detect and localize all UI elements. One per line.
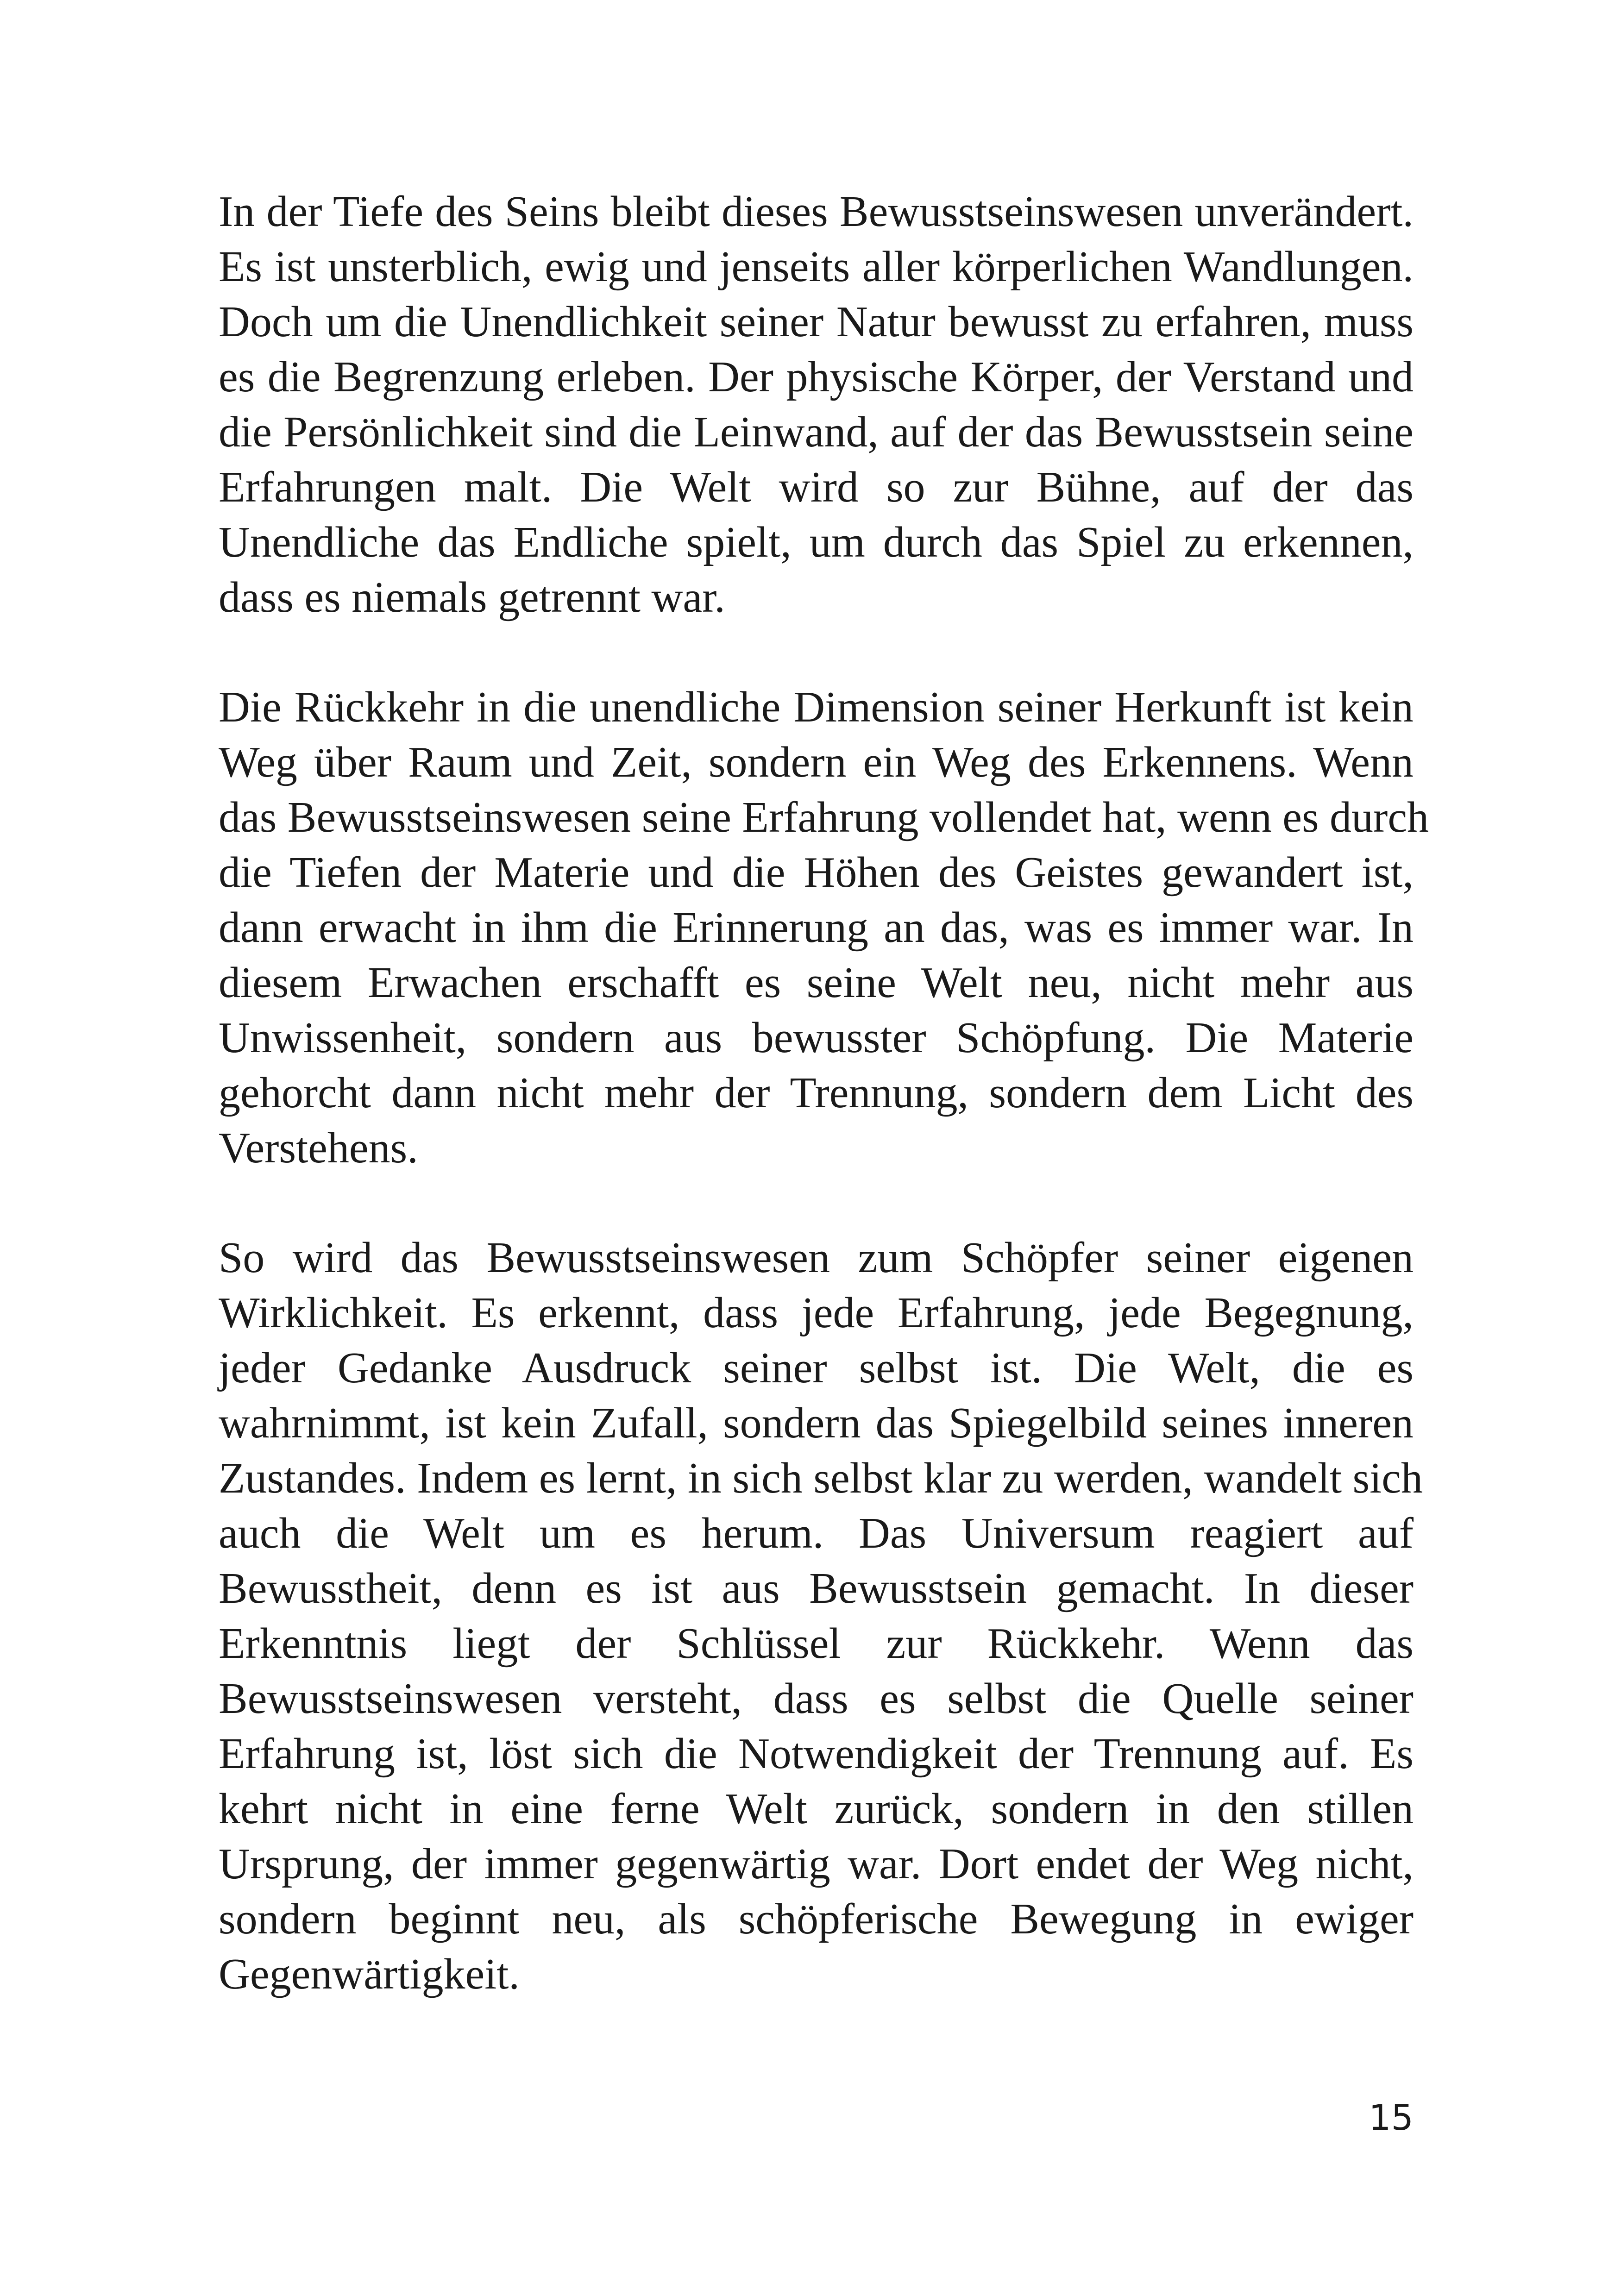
text-line: Doch um die Unendlichkeit seiner Natur bewusst zu erfahren, muss — [219, 298, 1414, 346]
text-line: die Tiefen der Materie und die Höhen des Geistes gewandert ist, — [219, 848, 1414, 897]
text-line: Erfahrung ist, löst sich die Notwendigkeit der Trennung auf. Es — [219, 1730, 1414, 1778]
text-line: dann erwacht in ihm die Erinnerung an das, was es immer war. In — [219, 903, 1414, 952]
text-line: In der Tiefe des Seins bleibt dieses Bewusstseinswesen unverändert. — [219, 188, 1414, 236]
paragraph-1 — [219, 184, 1414, 625]
text-line: Unendliche das Endliche spielt, um durch das Spiel zu erkennen, — [219, 518, 1414, 566]
text-line: auch die Welt um es herum. Das Universum reagiert auf — [219, 1509, 1414, 1557]
text-line: Wirklichkeit. Es erkennt, dass jede Erfahrung, jede Begegnung, — [219, 1289, 1414, 1337]
text-line: es die Begrenzung erleben. Der physische Körper, der Verstand und — [219, 353, 1414, 401]
text-line: So wird das Bewusstseinswesen zum Schöpfer seiner eigenen — [219, 1234, 1414, 1282]
text-line: Unwissenheit, sondern aus bewusster Schöpfung. Die Materie — [219, 1014, 1414, 1062]
text-line: wahrnimmt, ist kein Zufall, sondern das Spiegelbild seines inneren — [219, 1399, 1414, 1447]
text-line: das Bewusstseinswesen seine Erfahrung vollendet hat, wenn es durch — [219, 793, 1429, 841]
text-line: diesem Erwachen erschafft es seine Welt neu, nicht mehr aus — [219, 959, 1414, 1007]
paragraph-spacer — [219, 625, 1414, 680]
text-line: Gegenwärtigkeit. — [219, 1950, 520, 1998]
paragraph-2 — [219, 680, 1429, 1176]
text-line: Weg über Raum und Zeit, sondern ein Weg des Erkennens. Wenn — [219, 738, 1414, 786]
text-line: gehorcht dann nicht mehr der Trennung, sondern dem Licht des — [219, 1069, 1414, 1117]
text-line: die Persönlichkeit sind die Leinwand, auf der das Bewusstsein seine — [219, 408, 1414, 456]
text-line: Erkenntnis liegt der Schlüssel zur Rückkehr. Wenn das — [219, 1619, 1414, 1668]
page-number: 15 — [1369, 2097, 1414, 2138]
body-text — [219, 184, 1429, 2002]
text-line: Ursprung, der immer gegenwärtig war. Dort endet der Weg nicht, — [219, 1840, 1414, 1888]
text-line: Bewusstseinswesen versteht, dass es selbst die Quelle seiner — [219, 1675, 1414, 1723]
text-line: kehrt nicht in eine ferne Welt zurück, sondern in den stillen — [219, 1785, 1414, 1833]
text-line: sondern beginnt neu, als schöpferische Bewegung in ewiger — [219, 1895, 1414, 1943]
text-line: Zustandes. Indem es lernt, in sich selbst klar zu werden, wandelt sich — [219, 1454, 1423, 1502]
text-line: Verstehens. — [219, 1124, 418, 1172]
text-line: Es ist unsterblich, ewig und jenseits aller körperlichen Wandlungen. — [219, 243, 1414, 291]
text-line: Bewusstheit, denn es ist aus Bewusstsein gemacht. In dieser — [219, 1564, 1414, 1612]
text-line: dass es niemals getrennt war. — [219, 573, 725, 621]
text-line: Die Rückkehr in die unendliche Dimension seiner Herkunft ist kein — [219, 683, 1414, 731]
text-line: jeder Gedanke Ausdruck seiner selbst ist. Die Welt, die es — [219, 1344, 1414, 1392]
paragraph-3 — [219, 1230, 1423, 2002]
paragraph-spacer — [219, 1176, 1414, 1230]
text-line: Erfahrungen malt. Die Welt wird so zur Bühne, auf der das — [219, 463, 1414, 511]
